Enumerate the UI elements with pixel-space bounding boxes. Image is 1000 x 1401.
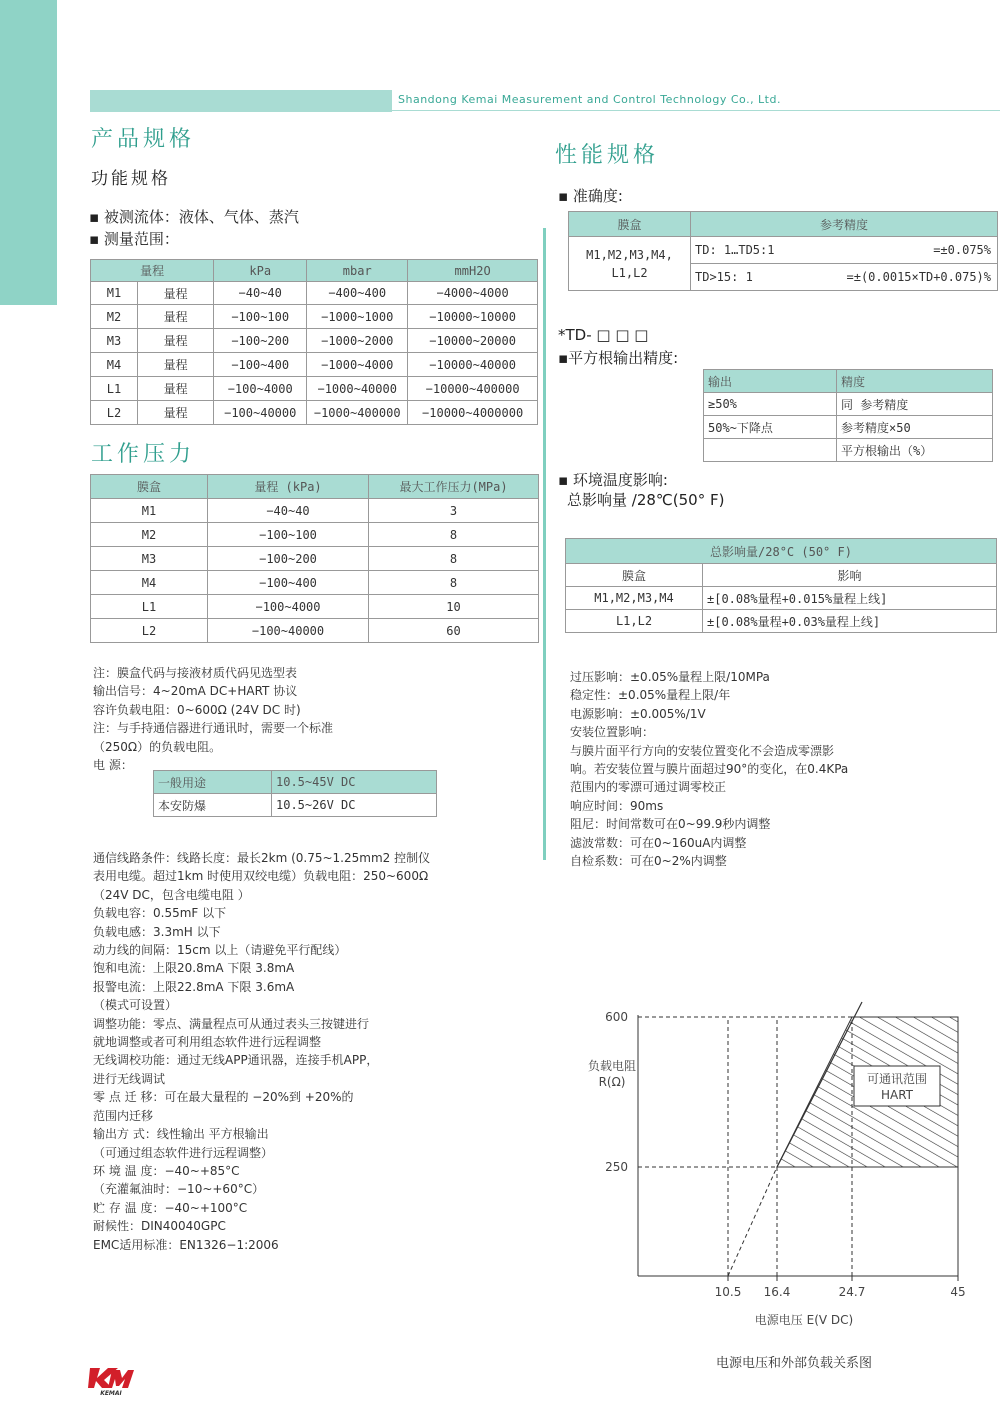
note-line: 阻尼：时间常数可在0~99.9秒内调整 [570,817,771,832]
range-table [90,259,538,425]
table-row [566,587,997,610]
pressure-header-range: 量程 (kPa) [208,475,369,499]
cell: −4000~4000 [408,282,538,305]
subsection-title-function-spec: 功能规格 [91,169,171,189]
range-header-range: 量程 [91,260,214,282]
cell: −10000~40000 [408,353,538,377]
section-title-performance-spec: 性能规格 [555,143,660,168]
cell: 量程 [138,329,214,353]
note-line: （充灌氟油时：−10~+60°C） [93,1182,265,1197]
note-line: 响应时间：90ms [570,798,664,813]
note-line: 零 点 迁 移：可在最大量程的 −20%到 +20%的 [93,1090,354,1105]
x-tick-label: 45 [950,1285,966,1299]
cell: 量程 [138,401,214,425]
power-table [153,770,437,817]
accuracy-capsules-line2: L1,L2 [611,265,648,280]
voltage-load-chart [560,990,1000,1380]
note-line: 注：膜盒代码与接液材质代码见选型表 [93,666,298,680]
notes-bottom [93,849,430,1254]
temp-label-1: ▪ 环境温度影响: [558,471,668,489]
header-line [392,110,1000,111]
note-line: 环 境 温 度：−40~+85°C [93,1163,240,1178]
y-tick-label: 250 [605,1160,628,1174]
cell: −100~200 [214,329,307,353]
range-header-kpa: kPa [214,260,307,282]
cell: −40~40 [214,282,307,305]
range-header-mmh2o: mmH2O [408,260,538,282]
table-row [91,571,539,595]
boundary-line-dashed [728,1167,777,1276]
column-divider [543,228,546,860]
note-line: 报警电流：上限22.8mA 下限 3.6mA [93,979,295,994]
note-line: 贮 存 温 度：−40~+100°C [93,1200,248,1215]
cell: −10000~4000000 [408,401,538,425]
table-row [91,282,538,305]
note-line: 就地调整或者可利用组态软件进行远程调整 [93,1035,322,1050]
cell: −40~40 [208,499,369,523]
note-line: 注：与手持通信器进行通讯时，需要一个标准 [93,721,334,736]
cell: 量程 [138,282,214,305]
cell: ≥50% [704,393,837,416]
note-line: 滤波常数：可在0~160uA内调整 [570,835,747,850]
sqrt-table [703,369,993,462]
cell: −1000~2000 [307,329,408,353]
cell: −10000~10000 [408,305,538,329]
sqrt-label: ▪平方根输出精度: [558,349,679,367]
table-row [91,377,538,401]
cell: TD>15: 1 [691,264,801,291]
note-line: 范围内迁移 [93,1108,154,1123]
note-line: 响。若安装位置与膜片面超过90°的变化，在0.4KPa [570,762,849,777]
cell: ±[0.08%量程+0.015%量程上线] [703,587,997,610]
logo-mark [88,1366,134,1396]
cell: −100~4000 [214,377,307,401]
cell: M3 [91,547,208,571]
note-line: 动力线的间隔：15cm 以上（请避免平行配线） [93,943,347,958]
temp-header-capsule: 膜盒 [566,564,703,587]
cell: −1000~40000 [307,377,408,401]
cell: 50%~下降点 [704,416,837,439]
note-line: （24V DC，包含电缆电阻 ） [93,887,250,902]
cell: 量程 [138,353,214,377]
note-line: 通信线路条件：线路长度：最长2km (0.75~1.25mm2 控制仪 [93,851,431,865]
bullet-range: ▪ 测量范围： [89,230,179,248]
cell: −100~40000 [214,401,307,425]
note-line: 饱和电流：上限20.8mA 下限 3.8mA [93,961,295,976]
cell: ±[0.08%量程+0.03%量程上线] [703,610,997,633]
note-line: 无线调校功能：通过无线APP通讯器，连接手机APP， [93,1053,379,1068]
cell: TD: 1…TD5:1 [691,237,801,264]
table-row [704,439,993,462]
cell: −100~4000 [208,595,369,619]
accuracy-header-precision: 参考精度 [691,212,998,237]
cell: −100~400 [208,571,369,595]
cell: M4 [91,353,138,377]
x-tick-label: 24.7 [838,1285,866,1299]
note-line: （250Ω）的负载电阻。 [93,739,222,754]
y-axis-label-unit: R(Ω) [598,1075,626,1089]
note-line: EMC适用标准：EN1326−1:2006 [93,1237,279,1252]
power-cell: 本安防爆 [154,794,272,817]
side-accent-band [0,0,57,305]
cell: 60 [369,619,539,643]
accuracy-label: ▪ 准确度: [558,187,623,205]
power-cell: 10.5~26V DC [272,794,437,817]
table-row [704,393,993,416]
y-axis-label: 负载电阻 [587,1059,637,1073]
note-line: 电源影响：±0.005%/1V [570,706,706,721]
note-line: （模式可设置） [93,998,178,1013]
cell: −10000~20000 [408,329,538,353]
logo-text: KEMAI [100,1390,122,1396]
temp-header-effect: 影响 [703,564,997,587]
temp-table [565,538,997,633]
cell: −1000~4000 [307,353,408,377]
cell: M2 [91,305,138,329]
cell: 量程 [138,305,214,329]
cell: L2 [91,401,138,425]
note-line: 范围内的零漂可通过调零校正 [570,780,727,795]
sqrt-header-output: 输出 [704,370,837,393]
kemai-logo [88,1366,134,1396]
table-row [704,416,993,439]
note-line: 稳定性：±0.05%量程上限/年 [570,688,731,703]
note-line: （可通过组态软件进行远程调整） [93,1145,274,1160]
td-note: *TD- □ □ □ [558,326,649,344]
accuracy-table [568,211,998,291]
table-row [91,401,538,425]
table-row [91,329,538,353]
cell: −100~100 [208,523,369,547]
pressure-table [90,474,539,643]
notes-top [93,664,333,774]
cell: 8 [369,547,539,571]
cell: =±0.075% [800,237,997,264]
table-row [566,610,997,633]
cell: 3 [369,499,539,523]
note-line: 耐候性：DIN40040GPC [93,1219,226,1234]
table-row [91,595,539,619]
cell: 8 [369,523,539,547]
region-label-2: HART [880,1088,914,1102]
note-line: 输出方 式：线性输出 平方根输出 [93,1127,269,1142]
cell: −100~100 [214,305,307,329]
cell: 10 [369,595,539,619]
x-tick-label: 16.4 [763,1285,791,1299]
section-title-work-pressure: 工作压力 [91,442,196,467]
table-row [91,523,539,547]
table-row [569,237,998,264]
table-row [91,547,539,571]
range-header-mbar: mbar [307,260,408,282]
table-row [91,305,538,329]
company-name: Shandong Kemai Measurement and Control Technology Co., Ltd. [398,93,781,106]
cell: 8 [369,571,539,595]
cell: L1,L2 [566,610,703,633]
bullet-fluid: ▪ 被测流体：液体、气体、蒸汽 [89,208,299,226]
cell: L1 [91,595,208,619]
note-line: 调整功能：零点、满量程点可从通过表头三按键进行 [93,1016,370,1031]
note-line: 负载电感：3.3mH 以下 [93,924,221,939]
cell: −400~400 [307,282,408,305]
cell: −100~200 [208,547,369,571]
cell: M1 [91,499,208,523]
sqrt-header-precision: 精度 [837,370,993,393]
pressure-header-capsule: 膜盒 [91,475,208,499]
cell: M3 [91,329,138,353]
accuracy-header-capsule: 膜盒 [569,212,691,237]
chart-title: 电源电压和外部负载关系图 [716,1356,873,1371]
cell: M4 [91,571,208,595]
note-line: 输出信号：4~20mA DC+HART 协议 [93,684,298,699]
note-line: 电 源： [93,758,133,773]
cell [704,439,837,462]
temp-table-title: 总影响量/28°C (50° F) [566,539,997,564]
note-line: 自检系数：可在0~2%内调整 [570,854,727,869]
cell: 参考精度×50 [837,416,993,439]
table-row [91,499,539,523]
notes-right [570,668,848,870]
x-tick-label: 10.5 [714,1285,742,1299]
note-line: 负载电容：0.55mF 以下 [93,906,227,921]
note-line: 与膜片面平行方向的安装位置变化不会造成零漂影 [570,743,835,758]
table-row [91,619,539,643]
cell: −1000~1000 [307,305,408,329]
cell: −100~40000 [208,619,369,643]
temp-label-2: 总影响量 /28℃(50° F) [567,491,725,509]
region-label-1: 可通讯范围 [866,1072,928,1086]
cell: =±(0.0015×TD+0.075)% [800,264,997,291]
header-band [90,90,392,112]
cell: L2 [91,619,208,643]
note-line: 容许负载电阻：0~600Ω (24V DC 时) [93,702,301,717]
note-line: 过压影响：±0.05%量程上限/10MPa [570,670,770,684]
cell: M1 [91,282,138,305]
note-line: 进行无线调试 [93,1071,166,1086]
cell: M2 [91,523,208,547]
cell: 量程 [138,377,214,401]
cell: −1000~400000 [307,401,408,425]
cell: 平方根输出（%） [837,439,993,462]
accuracy-capsules-line1: M1,M2,M3,M4, [586,247,673,262]
power-cell: 10.5~45V DC [272,771,437,794]
cell: 同 参考精度 [837,393,993,416]
x-axis-label: 电源电压 E(V DC) [754,1313,854,1327]
pressure-header-max: 最大工作压力(MPa) [369,475,539,499]
note-line: 安装位置影响： [570,725,655,740]
table-row [91,353,538,377]
power-cell: 一般用途 [154,771,272,794]
cell: M1,M2,M3,M4 [566,587,703,610]
y-tick-label: 600 [605,1010,628,1024]
cell: −100~400 [214,353,307,377]
cell: L1 [91,377,138,401]
note-line: 表用电缆。超过1km 时使用双绞电缆）负载电阻：250~600Ω [93,869,429,884]
cell: −10000~400000 [408,377,538,401]
section-title-product-spec: 产品规格 [91,127,196,152]
